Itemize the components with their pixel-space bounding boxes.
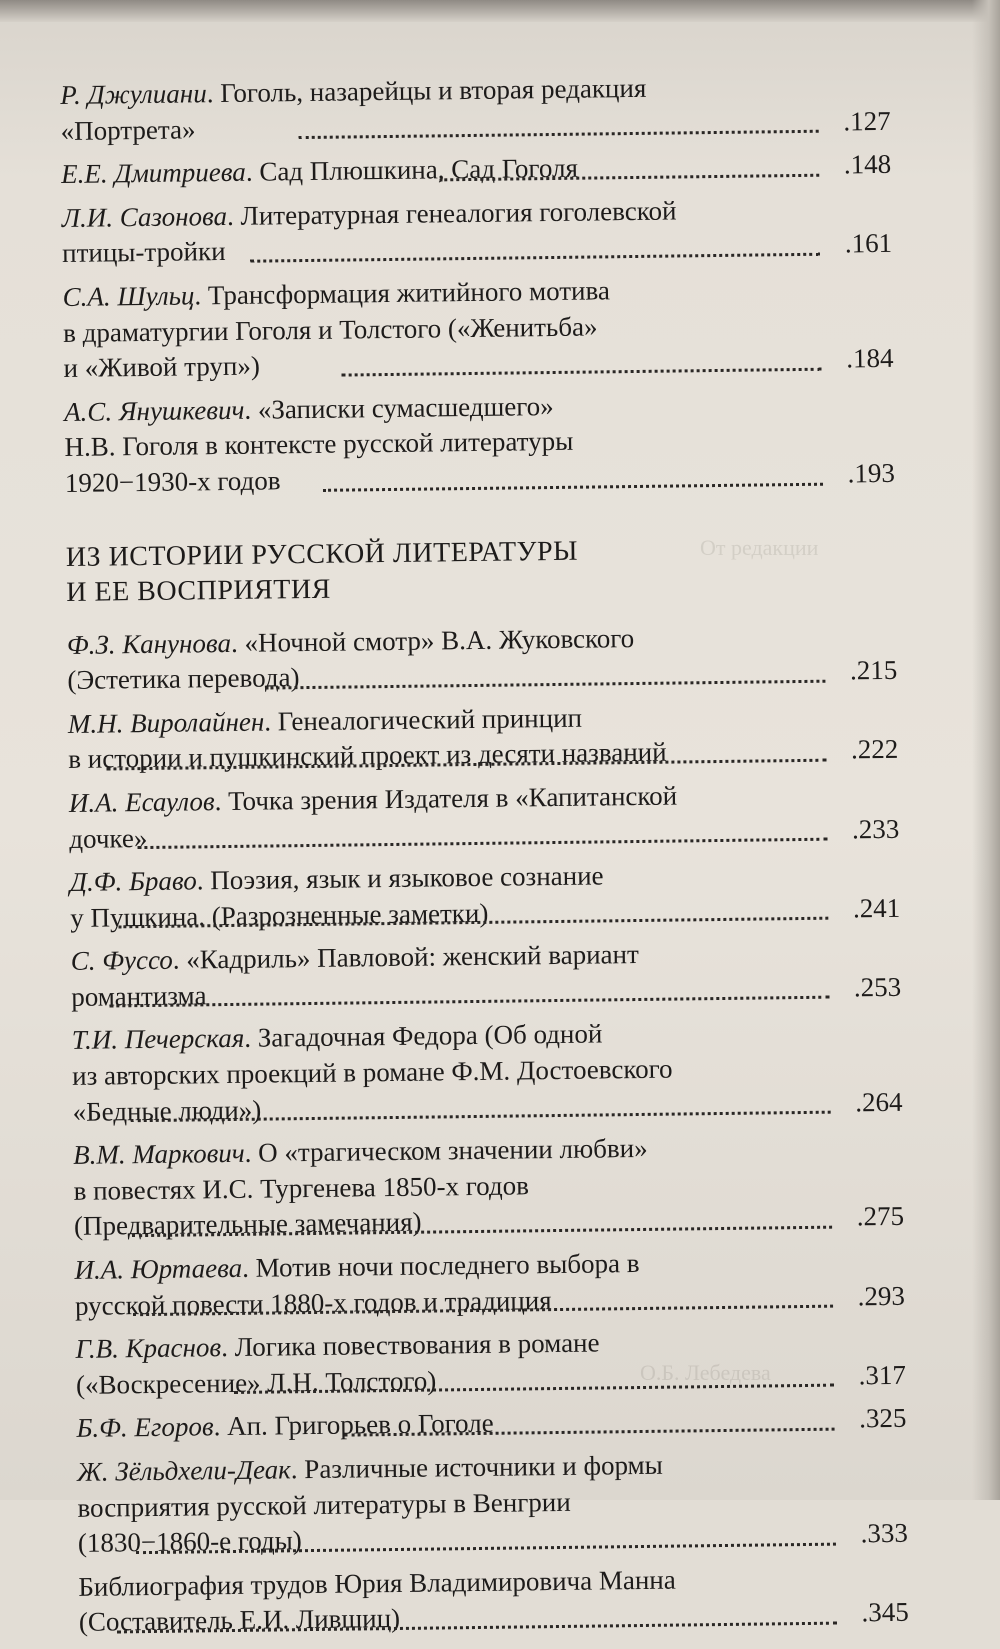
toc-entry bbox=[62, 191, 893, 272]
toc-title: «Бедные люди») bbox=[72, 1094, 262, 1127]
toc-title: Трансформация житийного мотива bbox=[207, 275, 611, 311]
toc-author: Ф.З. Канунова bbox=[66, 627, 232, 660]
toc-entry-line: Л.И. Сазонова. Литературная генеалогия гоголевской bbox=[61, 195, 677, 233]
toc-entry bbox=[72, 1013, 903, 1130]
toc-entry-line: И.А. Есаулов. Точка зрения Издателя в «Капитанской bbox=[68, 780, 678, 818]
toc-title: («Воскресение» Л.Н. Толстого) bbox=[75, 1365, 437, 1400]
table-of-contents bbox=[60, 68, 909, 1649]
toc-entry-line: Ж. Зёльдхели-Деак. Различные источники и формы bbox=[76, 1449, 663, 1487]
bleed-through-text: О.Б. Лебедева bbox=[640, 1360, 771, 1385]
toc-author: Д.Ф. Браво bbox=[69, 865, 197, 898]
section-heading-line: И ЕЕ ВОСПРИЯТИЯ bbox=[66, 573, 331, 608]
toc-page-number: .275 bbox=[856, 1201, 905, 1232]
toc-entry-line: Ф.З. Канунова. «Ночной смотр» В.А. Жуковского bbox=[66, 622, 635, 660]
toc-page-number: .193 bbox=[847, 457, 896, 489]
toc-entry-line: А.С. Янушкевич. «Записки сумасшедшего» bbox=[63, 390, 554, 427]
toc-title: из авторских проекций в романе Ф.М. Достоевского bbox=[72, 1053, 673, 1091]
toc-entry bbox=[78, 1560, 909, 1641]
toc-entry bbox=[61, 147, 891, 193]
toc-entry-line: Е.Е. Дмитриева. Сад Плюшкина, Сад Гоголя bbox=[60, 152, 579, 190]
toc-title: Сад Плюшкина, Сад Гоголя bbox=[259, 152, 579, 187]
toc-entry-line: Р. Джулиани. Гоголь, назарейцы и вторая редакция bbox=[60, 72, 647, 110]
toc-title: Н.В. Гоголя в контексте русской литературы bbox=[64, 426, 574, 463]
toc-title: (Составитель Е.И. Лившиц) bbox=[78, 1603, 401, 1638]
toc-title: «Записки сумасшедшего» bbox=[257, 390, 554, 425]
toc-entry bbox=[71, 934, 902, 1015]
page-edge-shadow bbox=[972, 0, 1000, 1500]
toc-title: Мотив ночи последнего выбора в bbox=[255, 1248, 640, 1283]
toc-title: Загадочная Федора (Об одной bbox=[257, 1018, 603, 1054]
toc-page-number: .233 bbox=[851, 813, 900, 844]
toc-entry bbox=[62, 270, 893, 387]
toc-entry bbox=[70, 855, 901, 936]
toc-page-number: .317 bbox=[858, 1359, 907, 1391]
toc-title: Различные источники и формы bbox=[304, 1449, 663, 1485]
section-heading bbox=[66, 529, 897, 609]
toc-entry-line: М.Н. Виролайнен. Генеалогический принцип bbox=[67, 702, 583, 739]
toc-entry-line: С.А. Шульц. Трансформация житийного мотива bbox=[62, 275, 611, 312]
toc-title: Логика повествования в романе bbox=[234, 1327, 600, 1363]
toc-title: Гоголь, назарейцы и вторая редакция bbox=[220, 72, 647, 109]
toc-entry-line: В.М. Маркович. О «трагическом значении любви» bbox=[72, 1133, 648, 1171]
toc-entry bbox=[69, 776, 900, 857]
toc-entry bbox=[64, 385, 895, 502]
toc-author: С. Фуссо bbox=[70, 944, 173, 977]
toc-title: птицы-тройки bbox=[61, 236, 226, 269]
toc-entry bbox=[76, 1401, 906, 1447]
bleed-through-text: От редакции bbox=[700, 535, 819, 560]
toc-author: М.Н. Виролайнен bbox=[67, 706, 265, 739]
toc-entry-line: С. Фуссо. «Кадриль» Павловой: женский вариант bbox=[70, 939, 639, 977]
toc-author: В.М. Маркович bbox=[72, 1138, 245, 1171]
toc-author: Б.Ф. Егоров bbox=[76, 1411, 214, 1444]
toc-author: И.А. Есаулов bbox=[68, 786, 215, 818]
toc-page-number: .222 bbox=[850, 734, 899, 765]
toc-entry bbox=[68, 697, 899, 778]
toc-entry bbox=[74, 1243, 905, 1324]
toc-author: Р. Джулиани bbox=[60, 78, 207, 110]
toc-page-number: .148 bbox=[843, 149, 892, 180]
toc-entry bbox=[60, 68, 891, 149]
toc-entry-line: Д.Ф. Браво. Поэзия, язык и языковое сознание bbox=[69, 860, 604, 898]
toc-title: в повестях И.С. Тургенева 1850-х годов bbox=[73, 1170, 530, 1206]
toc-author: И.А. Юртаева bbox=[74, 1252, 243, 1285]
section-heading-line: ИЗ ИСТОРИИ РУССКОЙ ЛИТЕРАТУРЫ bbox=[65, 535, 579, 573]
toc-title: (1830−1860-е годы) bbox=[77, 1525, 303, 1559]
toc-page-number: .264 bbox=[855, 1086, 903, 1118]
toc-title: Генеалогический принцип bbox=[277, 702, 583, 737]
toc-author: С.А. Шульц bbox=[62, 280, 195, 312]
toc-title: у Пушкина. (Разрозненные заметки) bbox=[70, 897, 489, 933]
toc-section-1 bbox=[60, 68, 895, 502]
toc-title: О «трагическом значении любви» bbox=[258, 1133, 648, 1168]
toc-page-number: .345 bbox=[861, 1597, 909, 1628]
toc-title: романтизма bbox=[71, 980, 207, 1012]
toc-page-number: .184 bbox=[846, 342, 894, 374]
toc-entry-line: Г.В. Краснов. Логика повествования в романе bbox=[75, 1327, 600, 1365]
toc-page-number: .127 bbox=[843, 105, 891, 137]
toc-author: Е.Е. Дмитриева bbox=[60, 156, 247, 190]
toc-page-number: .161 bbox=[844, 228, 893, 259]
toc-section-2 bbox=[67, 617, 909, 1641]
toc-entry-line: Б.Ф. Егоров. Ап. Григорьев о Гоголе bbox=[76, 1408, 494, 1444]
toc-title: (Эстетика перевода) bbox=[67, 662, 300, 696]
toc-author: Т.И. Печерская bbox=[71, 1023, 245, 1056]
toc-title: Библиография трудов Юрия Владимировича Манна bbox=[78, 1564, 676, 1602]
toc-page-number: .253 bbox=[853, 971, 902, 1003]
toc-title: Поэзия, язык и языковое сознание bbox=[210, 860, 604, 896]
toc-title: в истории и пушкинский проект из десяти названий bbox=[68, 736, 667, 775]
toc-title: «Кадриль» Павловой: женский вариант bbox=[186, 939, 639, 975]
toc-page-number: .215 bbox=[849, 654, 898, 686]
toc-title: в драматургии Гоголя и Толстого («Женитьба» bbox=[62, 311, 598, 348]
toc-entry bbox=[77, 1445, 908, 1562]
toc-author: Ж. Зёльдхели-Деак bbox=[76, 1454, 292, 1487]
toc-title: Литературная генеалогия гоголевской bbox=[240, 195, 677, 231]
toc-page-number: .241 bbox=[852, 892, 901, 924]
toc-title: (Предварительные замечания) bbox=[73, 1207, 422, 1242]
toc-title: Точка зрения Издателя в «Капитанской bbox=[227, 780, 678, 816]
toc-title: дочке» bbox=[69, 822, 148, 854]
toc-title: русской повести 1880-х годов и традиция bbox=[74, 1284, 552, 1321]
toc-entry bbox=[67, 617, 898, 698]
toc-title: «Портрета» bbox=[60, 113, 196, 146]
toc-entry-line: И.А. Юртаева. Мотив ночи последнего выбора в bbox=[74, 1248, 640, 1285]
toc-title: Ап. Григорьев о Гоголе bbox=[226, 1408, 494, 1442]
toc-author: А.С. Янушкевич bbox=[63, 394, 245, 427]
toc-title: и «Живой труп») bbox=[63, 350, 261, 384]
toc-page-number: .293 bbox=[857, 1280, 906, 1311]
toc-title: восприятия русской литературы в Венгрии bbox=[77, 1486, 571, 1523]
toc-entry bbox=[73, 1128, 904, 1245]
toc-entry bbox=[75, 1322, 906, 1403]
toc-entry-line: Т.И. Печерская. Загадочная Федора (Об одной bbox=[71, 1018, 603, 1056]
toc-author: Л.И. Сазонова bbox=[61, 200, 228, 233]
toc-page-number: .333 bbox=[860, 1517, 909, 1549]
toc-page-number: .325 bbox=[859, 1403, 907, 1434]
toc-title: 1920−1930-х годов bbox=[64, 465, 281, 498]
toc-author: Г.В. Краснов bbox=[75, 1332, 222, 1365]
toc-title: «Ночной смотр» В.А. Жуковского bbox=[244, 622, 635, 658]
